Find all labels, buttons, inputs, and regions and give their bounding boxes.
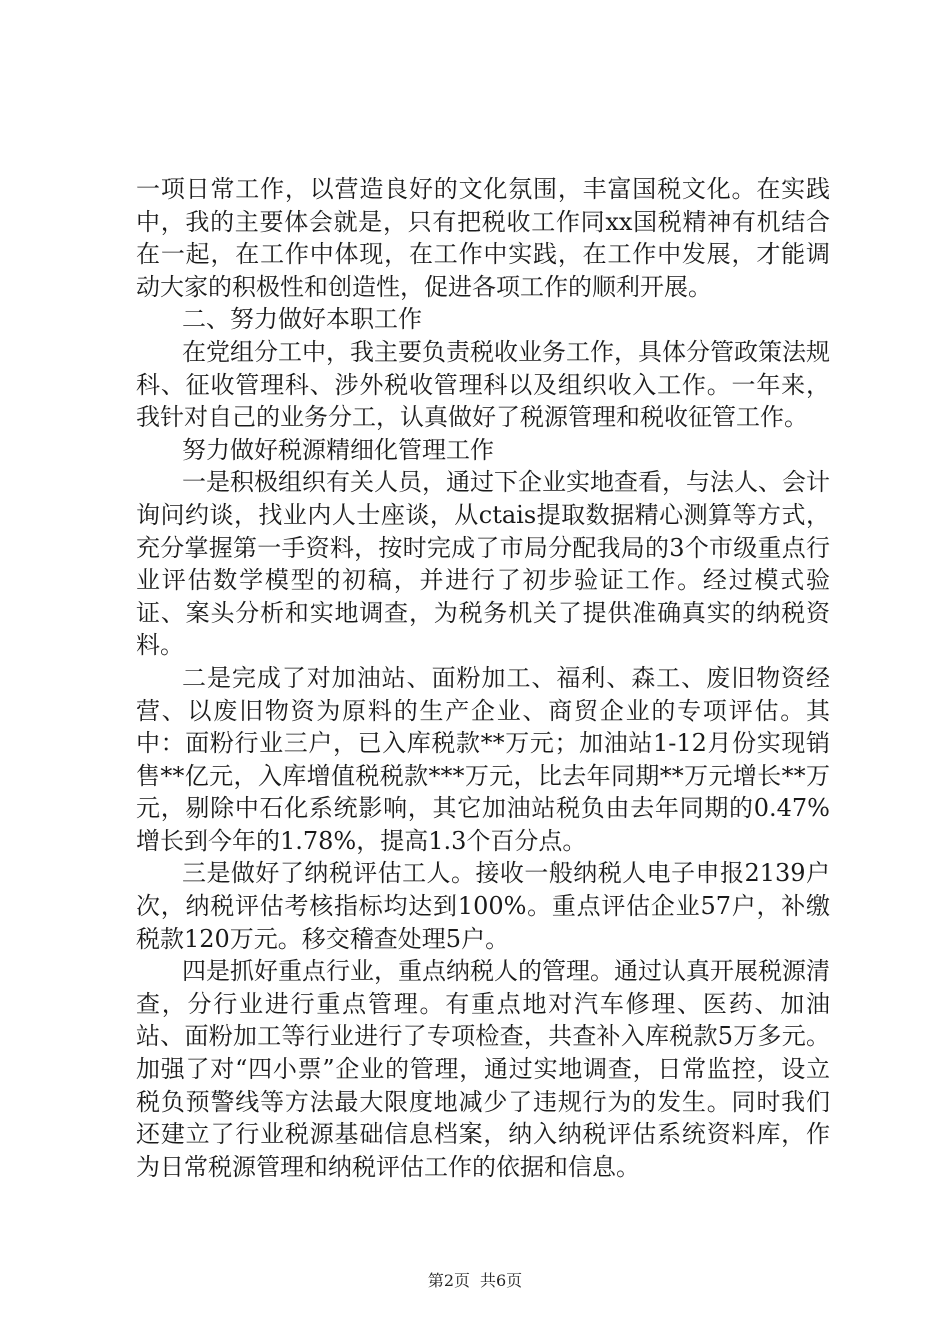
page-total: 共6页 [480,1271,523,1290]
page-footer [0,1268,950,1291]
paragraph: 一是积极组织有关人员，通过下企业实地查看，与法人、会计询问约谈，找业内人士座谈，从ctais提取数据精心测算等方式，充分掌握第一手资料，按时完成了市局分配我局的3个市级重点行业评估数学模型的初稿，并进行了初步验证工作。经过模式验证、案头分析和实地调查，为税务机关了提供准确真实的纳税资料。 [136,468,830,660]
section-heading: 二、努力做好本职工作 [182,305,422,334]
paragraph: 一项日常工作，以营造良好的文化氛围，丰富国税文化。在实践中，我的主要体会就是，只有把税收工作同xx国税精神有机结合在一起，在工作中体现，在工作中实践，在工作中发展，才能调动大家的积极性和创造性，促进各项工作的顺利开展。 [136,175,830,301]
paragraph: 四是抓好重点行业，重点纳税人的管理。通过认真开展税源清查，分行业进行重点管理。有重点地对汽车修理、医药、加油站、面粉加工等行业进行了专项检查，共查补入库税款5万多元。加强了对“四小票”企业的管理，通过实地调查，日常监控，设立税负预警线等方法最大限度地减少了违规行为的发生。同时我们还建立了行业税源基础信息档案，纳入纳税评估系统资料库，作为日常税源管理和纳税评估工作的依据和信息。 [136,957,830,1181]
page-number: 第2页 [427,1271,470,1290]
paragraph: 在党组分工中，我主要负责税收业务工作，具体分管政策法规科、征收管理科、涉外税收管理科以及组织收入工作。一年来，我针对自己的业务分工，认真做好了税源管理和税收征管工作。 [136,337,830,432]
paragraph: 三是做好了纳税评估工人。接收一般纳税人电子申报2139户次，纳税评估考核指标均达到100%。重点评估企业57户，补缴税款120万元。移交稽查处理5户。 [136,859,830,953]
paragraph: 二是完成了对加油站、面粉加工、福利、森工、废旧物资经营、以废旧物资为原料的生产企业、商贸企业的专项评估。其中：面粉行业三户，已入库税款**万元；加油站1-12月份实现销售**亿元，入库增值税税款***万元，比去年同期**万元增长**万元，剔除中石化系统影响，其它加油站税负由去年同期的0.47%增长到今年的1.78%，提高1.3个百分点。 [136,663,830,855]
document-body [136,173,830,1183]
subsection-heading: 努力做好税源精细化管理工作 [182,435,494,464]
